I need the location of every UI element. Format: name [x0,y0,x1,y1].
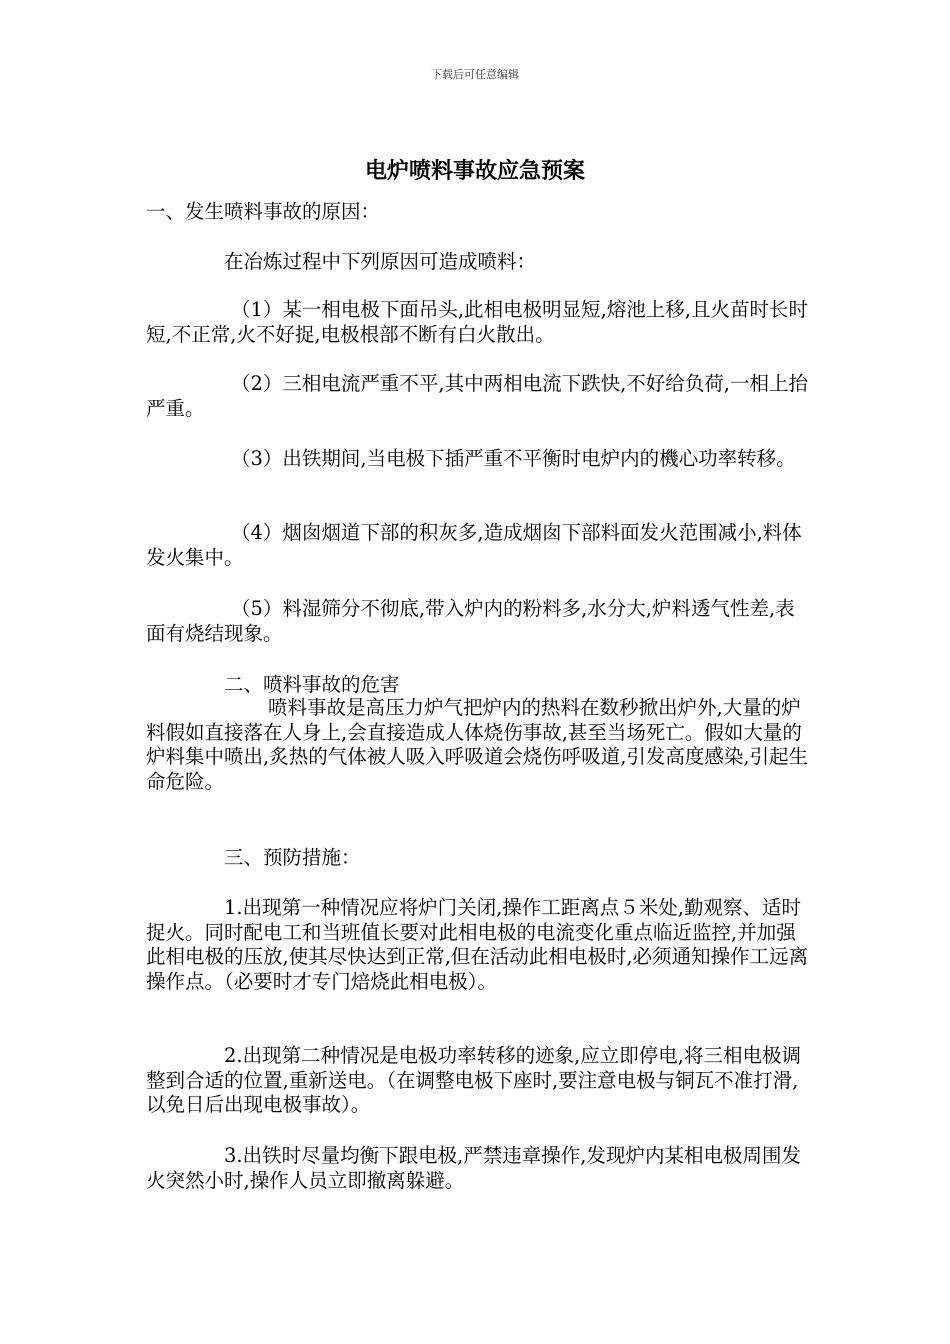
section-2-heading: 二、喷料事故的危害 [224,673,400,696]
cause-item-5: （5）料湿筛分不彻底,带入炉内的粉料多,水分大,炉料透气性差,表面有烧结现象。 [146,597,795,645]
header-note: 下载后可任意编辑 [431,68,519,81]
section-1-intro: 在冶炼过程中下列原因可造成喷料： [224,250,537,273]
measure-item-2: 2.出现第二种情况是电极功率转移的迹象,应立即停电,将三相电极调整到合适的位置,重新送电。（在调整电极下座时,要注意电极与铜瓦不准打滑,以免日后出现电极事故）。 [146,1044,802,1116]
cause-item-3: （3）出铁期间,当电极下插严重不平衡时电炉内的機心功率转移。 [231,447,796,470]
section-2-body: 喷料事故是高压力炉气把炉内的热料在数秒掀出炉外,大量的炉料假如直接落在人身上,会直接造成人体烧伤事故,甚至当场死亡。假如大量的炉料集中喷出,炙热的气体被人吸入呼吸道会烧伤呼吸道,引发高度感染,引起生命危险。 [146,696,809,793]
section-1-heading: 一、发生喷料事故的原因： [146,200,381,223]
cause-item-4: （4）烟囱烟道下部的积灰多,造成烟囱下部料面发火范围减小,料体发火集中。 [146,521,802,569]
measure-item-3: 3.出铁时尽量均衡下跟电极,严禁违章操作,发现炉内某相电极周围发火突然小时,操作人员立即撤离躲避。 [146,1144,802,1192]
cause-item-1: （1）某一相电极下面吊头,此相电极明显短,熔池上移,且火苗时长时短,不正常,火不好捉,电极根部不断有白火散出。 [146,298,809,346]
measure-item-1: 1.出现第一种情况应将炉门关闭,操作工距离点５米处,勤观察、适时捉火。同时配电工和当班值长要对此相电极的电流变化重点临近监控,并加强此相电极的压放,使其尽快达到正常,但在活动此相电极时,必须通知操作工远离操作点。（必要时才专门焙烧此相电极）。 [146,896,809,993]
cause-item-2: （2）三相电流严重不平,其中两相电流下跌快,不好给负荷,一相上抬严重。 [146,372,809,420]
document-title: 电炉喷料事故应急预案 [364,158,585,184]
section-3-heading: 三、预防措施： [224,846,361,869]
